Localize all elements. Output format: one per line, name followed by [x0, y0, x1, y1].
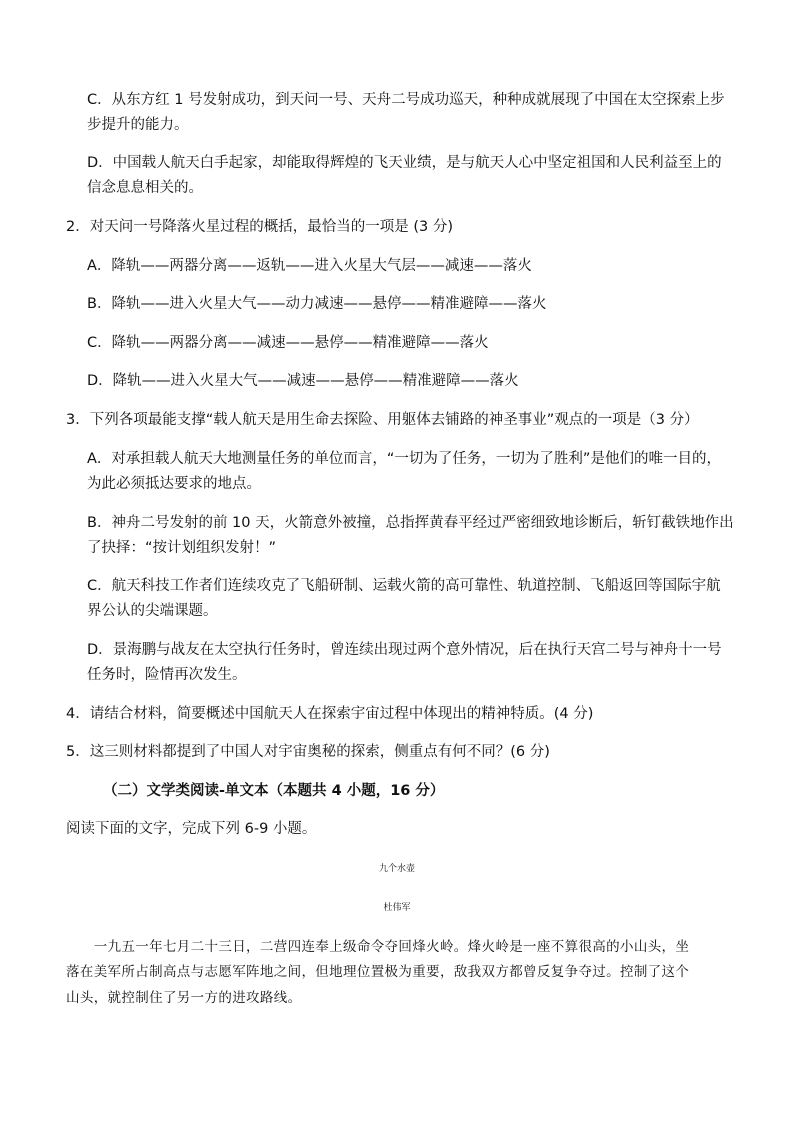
story-title: 九个水壶 [378, 864, 415, 874]
q3-option-c-line2: 界公认的尖端课题。 [87, 603, 218, 619]
q1-option-c-line2: 步提升的能力。 [87, 117, 189, 133]
q2-stem: 2．对天问一号降落火星过程的概括，最恰当的一项是 (3 分) [66, 219, 453, 235]
story-paragraph-line2: 落在美军所占制高点与志愿军阵地之间，但地理位置极为重要，敌我双方都曾反复争夺过。控制了这个 [66, 964, 690, 980]
q2-option-d: D．降轨——进入火星大气——减速——悬停——精准避障——落火 [87, 373, 519, 389]
q3-option-a-line2: 为此必须抵达要求的地点。 [87, 476, 261, 492]
q3-stem: 3．下列各项最能支撑“载人航天是用生命去探险、用躯体去铺路的神圣事业”观点的一项是（3 分） [66, 412, 699, 428]
story-paragraph-line3: 山头，就控制住了另一方的进攻路线。 [66, 990, 302, 1006]
story-author: 杜伟军 [383, 903, 411, 913]
q2-option-c: C．降轨——两器分离——减速——悬停——精准避障——落火 [87, 335, 489, 351]
q1-option-d-line1: D．中国载人航天白手起家，却能取得辉煌的飞天业绩，是与航天人心中坚定祖国和人民利益至上的 [87, 155, 722, 171]
q3-option-b-line2: 了抉择：“按计划组织发射！” [87, 540, 277, 556]
q3-option-b-line1: B．神舟二号发射的前 10 天，火箭意外被撞，总指挥黄春平经过严密细致地诊断后，斩钉截铁地作出 [87, 515, 734, 531]
section-heading: （二）文学类阅读-单文本（本题共 4 小题，16 分） [103, 783, 445, 799]
q1-option-c-line1: C．从东方红 1 号发射成功，到天问一号、天舟二号成功巡天，种种成就展现了中国在太空探索上步 [87, 92, 725, 108]
q3-option-d-line2: 任务时，险情再次发生。 [87, 667, 247, 683]
q3-option-c-line1: C．航天科技工作者们连续攻克了飞船研制、运载火箭的高可靠性、轨道控制、飞船返回等国际宇航 [87, 578, 721, 594]
q4-stem: 4．请结合材料，简要概述中国航天人在探索宇宙过程中体现出的精神特质。(4 分) [66, 706, 594, 722]
reading-instruction: 阅读下面的文字，完成下列 6-9 小题。 [66, 821, 317, 837]
story-paragraph-line1: 一九五一年七月二十三日，二营四连奉上级命令夺回烽火岭。烽火岭是一座不算很高的小山头，坐 [66, 939, 690, 955]
q1-option-d-line2: 信念息息相关的。 [87, 180, 203, 196]
q2-option-a: A．降轨——两器分离——返轨——进入火星大气层——减速——落火 [87, 258, 532, 274]
q5-stem: 5．这三则材料都提到了中国人对宇宙奥秘的探索，侧重点有何不同？(6 分) [66, 744, 550, 760]
q3-option-a-line1: A．对承担载人航天大地测量任务的单位而言，“一切为了任务，一切为了胜利”是他们的唯一目的， [87, 451, 721, 467]
q3-option-d-line1: D．景海鹏与战友在太空执行任务时，曾连续出现过两个意外情况，后在执行天宫二号与神舟十一号 [87, 642, 722, 658]
q2-option-b: B．降轨——进入火星大气——动力减速——悬停——精准避障——落火 [87, 296, 547, 312]
